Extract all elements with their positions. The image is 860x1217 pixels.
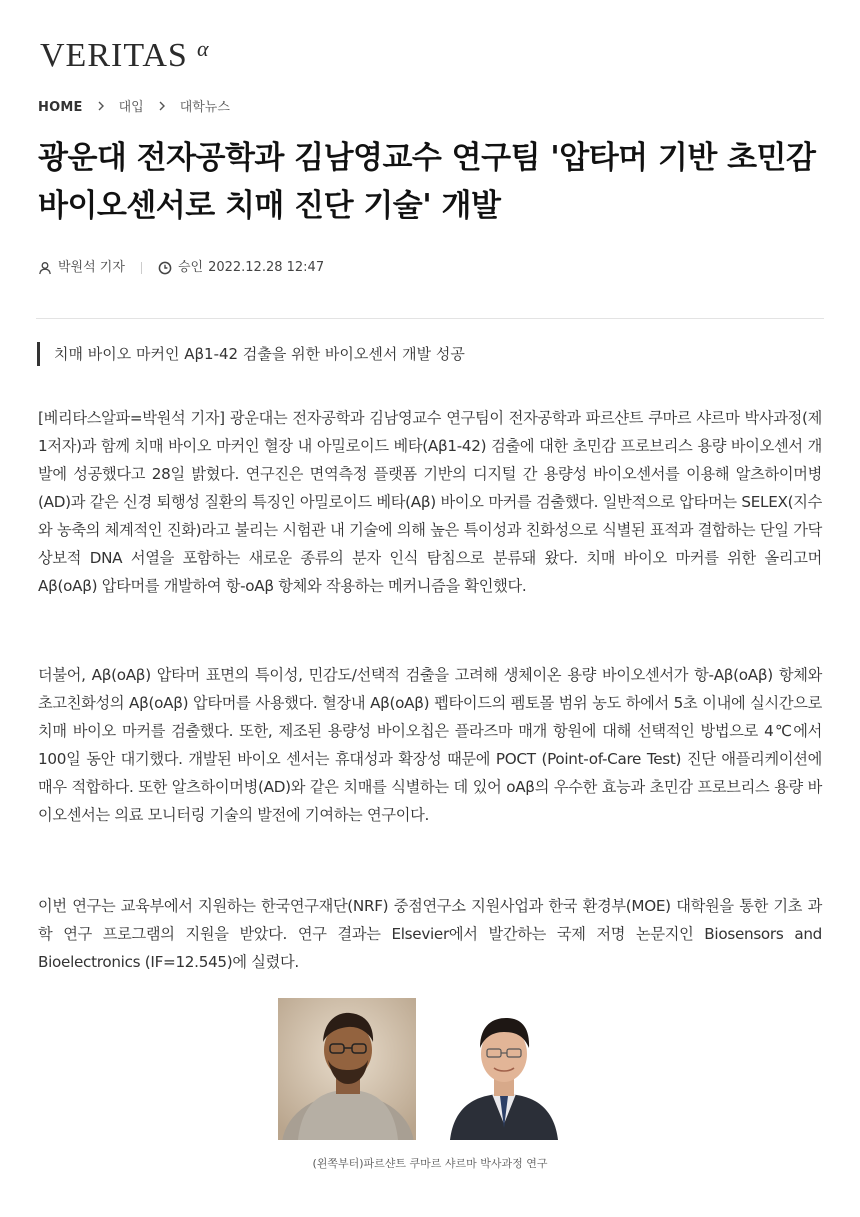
breadcrumb: [38, 99, 230, 117]
photo-caption: (왼쪽부터)파르샨트 쿠마르 샤르마 박사과정 연구: [312, 1157, 548, 1170]
article-photos: [278, 998, 574, 1140]
article-paragraph-1: [베리타스알파=박원석 기자] 광운대는 전자공학과 김남영교수 연구팀이 전자공학과 파르샨트 쿠마르 샤르마 박사과정(제1저자)과 함께 치매 바이오 마커인 혈장 내 아밀로이드 베타(Aβ1-42) 검출에 대한 초민감 프로브리스 용량 바이오센서 개발에 성공했다고 28일 밝혔다. 연구진은 면역측정 플랫폼 기반의 디지털 간 용량성 바이오센서를 이용해 알츠하이머병(AD)과 같은 신경 퇴행성 질환의 특징인 아밀로이드 베타(Aβ) 바이오 마커를 검출했다. 일반적으로 압타머는 SELEX(지수와 농축의 체계적인 진화)라고 불리는 시험관 내 기술에 의해 높은 특이성과 친화성으로 식별된 표적과 결합하는 단일 가닥 상보적 DNA 서열을 포함하는 새로운 종류의 분자 인식 탐침으로 분류돼 왔다. 치매 바이오 마커를 위한 올리고머 Aβ(oAβ) 압타머를 개발하여 항-oAβ 항체와 작용하는 메커니즘을 확인했다.: [38, 409, 822, 595]
author-name[interactable]: 박원석 기자: [58, 260, 125, 275]
breadcrumb-level2[interactable]: 대학뉴스: [179, 100, 230, 115]
logo-text: VERITAS: [40, 37, 188, 74]
header-divider: [36, 318, 824, 319]
site-logo[interactable]: [40, 36, 210, 76]
clock-icon: [158, 261, 172, 275]
article-meta: [38, 258, 324, 278]
researcher-photo-left: [278, 998, 416, 1140]
published-date: 2022.12.28 12:47: [208, 260, 325, 275]
published-label: 승인: [177, 260, 204, 275]
article-headline: 광운대 전자공학과 김남영교수 연구팀 '압타머 기반 초민감 바이오센서로 치매 진단 기술' 개발: [38, 140, 816, 224]
article-subtitle: 치매 바이오 마커인 Aβ1-42 검출을 위한 바이오센서 개발 성공: [37, 342, 465, 366]
logo-suffix: α: [197, 36, 210, 61]
article-paragraph-2: 더불어, Aβ(oAβ) 압타머 표면의 특이성, 민감도/선택적 검출을 고려해 생체이온 용량 바이오센서가 항-Aβ(oAβ) 항체와 초고친화성의 Aβ(oAβ) 압타머를 사용했다. 혈장내 Aβ(oAβ) 펩타이드의 펨토몰 범위 농도 하에서 5초 이내에 실시간으로 치매 바이오 마커를 검출했다. 또한, 제조된 용량성 바이오칩은 플라즈마 매개 항원에 대해 선택적인 방법으로 4℃에서 100일 동안 대기했다. 개발된 바이오 센서는 휴대성과 확장성 때문에 POCT (Point-of-Care Test) 진단 애플리케이션에 매우 적합하다. 또한 알츠하이머병(AD)와 같은 치매를 식별하는 데 있어 oAβ의 우수한 효능과 초민감 프로브리스 용량 바이오센서는 의료 모니터링 기술의 발전에 기여하는 연구이다.: [38, 666, 822, 824]
user-icon: [38, 261, 52, 275]
chevron-right-icon: [97, 99, 105, 117]
researcher-photo-right: [436, 998, 574, 1140]
breadcrumb-home[interactable]: HOME: [38, 100, 83, 115]
breadcrumb-level1[interactable]: 대입: [118, 100, 144, 115]
article-paragraph-3: 이번 연구는 교육부에서 지원하는 한국연구재단(NRF) 중점연구소 지원사업과 한국 환경부(MOE) 대학원을 통한 기초 과학 연구 프로그램의 지원을 받았다. 연구 결과는 Elsevier에서 발간하는 국제 저명 논문지인 Biosensors and Bioelectronics (IF=12.545)에 실렸다.: [38, 897, 822, 971]
chevron-right-icon: [158, 99, 166, 117]
meta-divider: [141, 262, 142, 274]
